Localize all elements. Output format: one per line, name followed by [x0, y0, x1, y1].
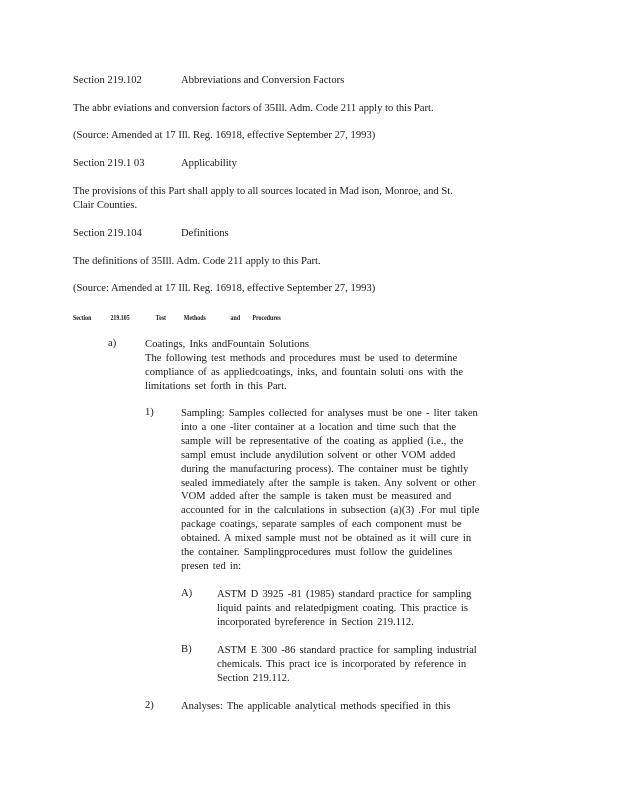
item-label: B) [181, 644, 192, 655]
text-line: ASTM D 3925 -81 (1985) standard practice for sampling [217, 589, 472, 600]
text-line: compliance of as appliedcoatings, inks, and fountain soluti ons with the [145, 366, 464, 378]
item-label: A) [181, 588, 193, 599]
section-title: Applicability [181, 158, 237, 169]
item-A-text [217, 588, 471, 630]
text-line: package coatings, separate samples of each component must be [181, 519, 462, 531]
text-line: Sampling: Samples collected for analyses must be one - liter taken [181, 408, 478, 419]
title-word: Methods [183, 313, 206, 322]
text-line: sample will be representative of the coating as applied (i.e., the [181, 435, 464, 447]
text-line: sampl emust include anydilution solvent or other VOM added [181, 449, 456, 461]
subsection-label: a) [108, 338, 117, 349]
text-line: chemicals. This pract ice is incorporated by reference in [217, 658, 467, 670]
text-line: Analyses: The applicable analytical methods specified in this [181, 701, 451, 712]
section-219-102-body: The abbr eviations and conversion factors of 35Ill. Adm. Code 211 apply to this Part. [73, 103, 434, 114]
text-line: VOM added after the sample is taken must be measured and [181, 491, 452, 503]
text-line: liquid paints and relatedpigment coating. This practice is [217, 602, 468, 614]
text-line: the container. Samplingprocedures must follow the guidelines [181, 547, 453, 559]
section-219-103-body-line: The provisions of this Part shall apply to all sources located in Mad ison, Monroe, and St. [73, 186, 453, 197]
item-1-text [181, 407, 479, 574]
text-line: Section 219.112. [217, 672, 290, 684]
text-line: during the manufacturing process). The container must be tightly [181, 463, 469, 475]
text-line: sealed immediately after the sample is taken. Any solvent or other [181, 477, 476, 489]
section-219-103-body-line: Clair Counties. [73, 200, 138, 211]
section-219-102-source: (Source: Amended at 17 Ill. Reg. 16918, effective September 27, 1993) [73, 130, 376, 141]
text-line: incorporated byreference in Section 219.112. [217, 616, 414, 628]
text-line: The following test methods and procedures must be used to determine [145, 352, 458, 364]
section-word: Section [73, 313, 92, 322]
title-word: Procedures [252, 313, 281, 322]
section-title: Abbreviations and Conversion Factors [181, 75, 345, 86]
section-219-105-heading [73, 313, 281, 322]
item-2-text [181, 700, 450, 714]
section-number: Section 219.104 [73, 228, 142, 239]
text-line: accounted for in the calculations in subsection (a)(3) .For mul tiple [181, 505, 480, 517]
text-line: limitations set forth in this Part. [145, 380, 287, 392]
title-word: Test [155, 313, 167, 322]
text-line: into a one -liter container at a location and time such that the [181, 421, 457, 433]
subsection-a-text [145, 338, 463, 394]
title-word: and [230, 313, 241, 322]
text-line: obtained. A mixed sample must not be obtained as it will cure in [181, 533, 472, 545]
text-line: ASTM E 300 -86 standard practice for sampling industrial [217, 645, 477, 656]
section-title: Definitions [181, 228, 229, 239]
item-label: 2) [145, 700, 154, 711]
text-line: presen ted in: [181, 560, 242, 572]
section-number: 219.105 [110, 313, 130, 322]
text-line: Coatings, Inks andFountain Solutions [145, 339, 310, 350]
section-219-104-source: (Source: Amended at 17 Ill. Reg. 16918, effective September 27, 1993) [73, 283, 376, 294]
item-label: 1) [145, 407, 154, 418]
section-219-104-body: The definitions of 35Ill. Adm. Code 211 apply to this Part. [73, 256, 321, 267]
section-number: Section 219.1 03 [73, 158, 145, 169]
section-number: Section 219.102 [73, 75, 142, 86]
item-B-text [217, 644, 477, 686]
